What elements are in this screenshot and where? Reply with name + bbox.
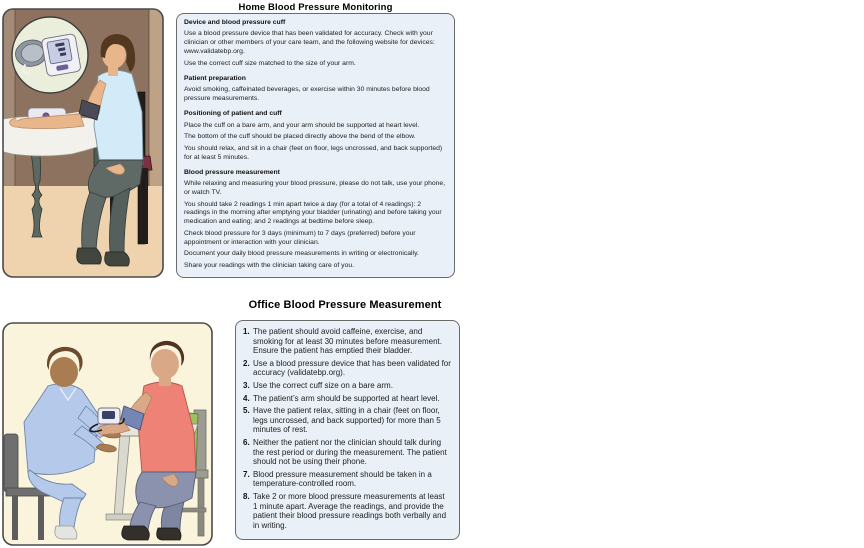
section-positioning xyxy=(184,110,447,162)
step-text: Use a blood pressure device that has been validated for accuracy (validatebp.org). xyxy=(253,358,451,378)
step-number: 4. xyxy=(243,393,250,403)
step-item xyxy=(243,406,451,435)
paragraph: Check blood pressure for 3 days (minimum) to 7 days (preferred) before your appointment or interaction with your clinician. xyxy=(184,229,416,246)
step-number: 2. xyxy=(243,358,250,368)
patient-head xyxy=(151,349,179,379)
paragraph: You should take 2 readings 1 min apart twice a day (for a total of 4 readings): 2 readings in the morning after emptying your bladder (urinating) and before taking your medication and eating; and 2 readings at bedtime before sleep. xyxy=(184,200,442,226)
paragraph: Place the cuff on a bare arm, and your arm should be supported at heart level. xyxy=(184,121,420,129)
office-steps-box xyxy=(235,320,460,540)
home-scene xyxy=(2,8,164,278)
office-section-title: Office Blood Pressure Measurement xyxy=(248,299,442,311)
office-scene xyxy=(2,322,213,546)
paragraph: Avoid smoking, caffeinated beverages, or exercise within 30 minutes before blood pressure measurements. xyxy=(184,86,430,103)
clinician-head xyxy=(50,357,78,387)
step-item xyxy=(243,470,451,489)
step-text: Have the patient relax, sitting in a chair (feet on floor, legs uncrossed, and back supported) for more than 5 minutes of rest. xyxy=(253,406,441,435)
patient-shoe xyxy=(122,526,150,540)
paragraph: Use the correct cuff size matched to the size of your arm. xyxy=(184,59,356,67)
step-text: Neither the patient nor the clinician should talk during the rest period or during the measurement. The patient should not be using their phone. xyxy=(253,437,447,467)
section-bp-measurement xyxy=(184,169,447,271)
step-number: 6. xyxy=(243,437,250,447)
step-item xyxy=(243,327,451,356)
step-text: Use the correct cuff size on a bare arm. xyxy=(253,380,393,390)
paragraph: You should relax, and sit in a chair (feet on floor, legs uncrossed, and back supported) for at least 5 minutes. xyxy=(184,144,443,161)
home-instructions-box xyxy=(176,13,455,278)
step-number: 5. xyxy=(243,406,250,416)
clinician-shoe xyxy=(55,526,77,539)
step-item xyxy=(243,381,451,391)
section-device-cuff xyxy=(184,19,447,69)
section-patient-preparation xyxy=(184,75,447,104)
home-section-title: Home Blood Pressure Monitoring xyxy=(238,2,393,13)
office-measurement-illustration xyxy=(2,322,213,546)
step-number: 1. xyxy=(243,327,250,336)
step-item xyxy=(243,492,451,530)
section-heading: Device and blood pressure cuff xyxy=(184,19,286,26)
paragraph: The bottom of the cuff should be placed directly above the bend of the elbow. xyxy=(184,133,416,141)
step-number: 7. xyxy=(243,469,250,479)
section-heading: Blood pressure measurement xyxy=(184,168,280,176)
step-item xyxy=(243,394,451,404)
patient-shoe xyxy=(157,528,181,540)
device-inset-circle xyxy=(12,17,88,93)
step-text: The patient should avoid caffeine, exercise, and smoking for at least 30 minutes before measurement. Ensure the patient has emptied their bladder. xyxy=(253,327,442,356)
step-item xyxy=(243,359,451,378)
home-monitoring-illustration xyxy=(2,8,164,278)
paragraph: Document your daily blood pressure measurements in writing or electronically. xyxy=(184,250,419,258)
step-number: 3. xyxy=(243,380,250,390)
section-heading: Positioning of patient and cuff xyxy=(184,110,282,118)
paragraph: Use a blood pressure device that has been validated for accuracy. Check with your clinician or other members of your care team, and the following website for devices: www.validatebp.org. xyxy=(184,30,435,56)
paragraph: While relaxing and measuring your blood pressure, please do not talk, use your phone, or watch TV. xyxy=(184,180,446,197)
step-text: Take 2 or more blood pressure measurements at least 1 minute apart. Average the readings, and provide the patient their blood pressure readings both verbally and in writing. xyxy=(253,491,447,530)
step-text: The patient’s arm should be supported at heart level. xyxy=(253,393,440,403)
step-number: 8. xyxy=(243,491,250,501)
paragraph: Share your readings with the clinician taking care of you. xyxy=(184,261,355,269)
section-heading: Patient preparation xyxy=(184,74,246,82)
step-text: Blood pressure measurement should be taken in a temperature-controlled room. xyxy=(253,469,432,489)
step-item xyxy=(243,438,451,467)
